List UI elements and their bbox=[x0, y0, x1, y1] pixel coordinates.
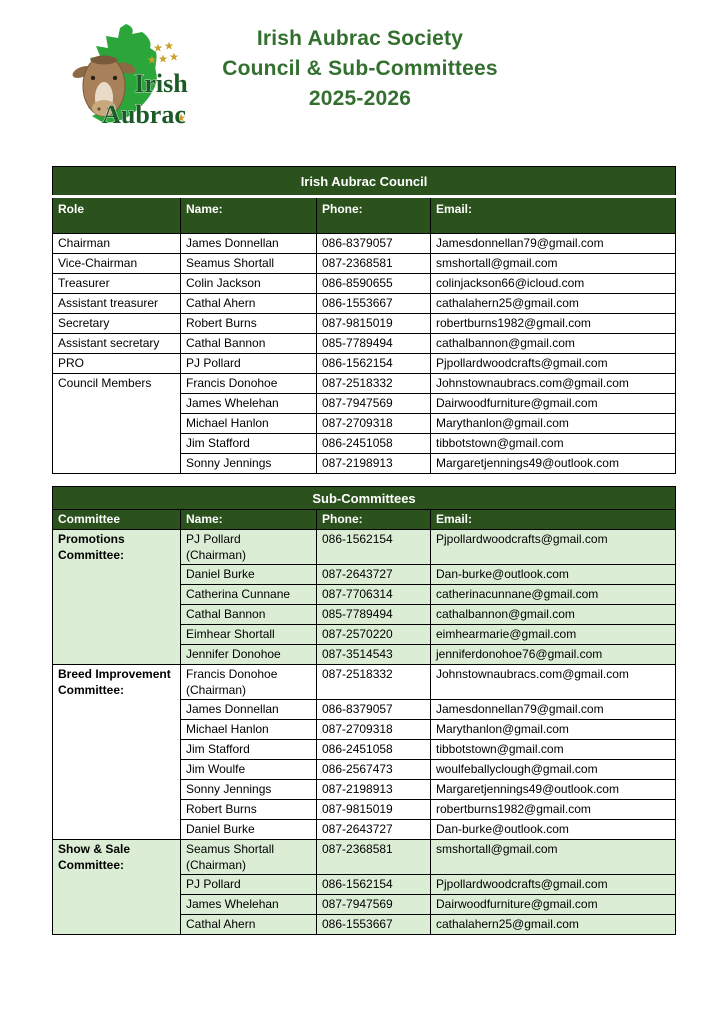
name-cell: Robert Burns bbox=[181, 314, 317, 334]
name-cell bbox=[181, 625, 317, 645]
phone-cell: 087-2570220 bbox=[317, 625, 431, 645]
phone-cell: 087-3514543 bbox=[317, 645, 431, 665]
name-cell: Cathal Ahern bbox=[181, 294, 317, 314]
column-header: Phone: bbox=[317, 197, 431, 234]
member-name: Francis Donohoe bbox=[186, 667, 278, 681]
phone-cell: 087-2368581 bbox=[317, 840, 431, 875]
name-cell bbox=[181, 740, 317, 760]
name-cell: James Donnellan bbox=[181, 234, 317, 254]
name-cell bbox=[181, 665, 317, 700]
email-cell: robertburns1982@gmail.com bbox=[431, 800, 676, 820]
email-cell: Dan-burke@outlook.com bbox=[431, 820, 676, 840]
name-cell bbox=[181, 875, 317, 895]
phone-cell: 087-2368581 bbox=[317, 254, 431, 274]
council-table bbox=[52, 166, 676, 474]
phone-cell: 087-2518332 bbox=[317, 665, 431, 700]
table-row bbox=[53, 665, 676, 700]
chairman-suffix: (Chairman) bbox=[186, 683, 247, 697]
name-cell bbox=[181, 895, 317, 915]
table-row bbox=[53, 254, 676, 274]
member-name: Robert Burns bbox=[186, 802, 257, 816]
name-cell bbox=[181, 760, 317, 780]
name-cell bbox=[181, 605, 317, 625]
email-cell: Margaretjennings49@outlook.com bbox=[431, 454, 676, 474]
name-cell bbox=[181, 565, 317, 585]
committee-cell: Show & Sale Committee: bbox=[53, 840, 181, 935]
subcommittees-table-title: Sub-Committees bbox=[53, 487, 676, 510]
member-name: Jim Woulfe bbox=[186, 762, 246, 776]
email-cell: cathalahern25@gmail.com bbox=[431, 294, 676, 314]
phone-cell: 085-7789494 bbox=[317, 605, 431, 625]
council-table-title: Irish Aubrac Council bbox=[53, 167, 676, 197]
name-cell: Francis Donohoe bbox=[181, 374, 317, 394]
name-cell bbox=[181, 530, 317, 565]
council-table-body bbox=[53, 234, 676, 474]
email-cell: tibbotstown@gmail.com bbox=[431, 740, 676, 760]
committee-cell: Breed Improvement Committee: bbox=[53, 665, 181, 840]
phone-cell: 087-7947569 bbox=[317, 895, 431, 915]
name-cell: Sonny Jennings bbox=[181, 454, 317, 474]
table-row bbox=[53, 334, 676, 354]
column-header: Phone: bbox=[317, 510, 431, 530]
role-cell: Assistant secretary bbox=[53, 334, 181, 354]
council-header-row bbox=[53, 197, 676, 234]
table-row bbox=[53, 167, 676, 197]
subcommittees-table-body bbox=[53, 530, 676, 935]
phone-cell: 087-7706314 bbox=[317, 585, 431, 605]
role-cell: Vice-Chairman bbox=[53, 254, 181, 274]
email-cell: Johnstownaubracs.com@gmail.com bbox=[431, 665, 676, 700]
phone-cell: 086-2567473 bbox=[317, 760, 431, 780]
name-cell bbox=[181, 585, 317, 605]
name-cell: PJ Pollard bbox=[181, 354, 317, 374]
name-cell: Cathal Bannon bbox=[181, 334, 317, 354]
phone-cell: 085-7789494 bbox=[317, 334, 431, 354]
email-cell: catherinacunnane@gmail.com bbox=[431, 585, 676, 605]
member-name: Jennifer Donohoe bbox=[186, 647, 281, 661]
table-row bbox=[53, 840, 676, 875]
column-header: Email: bbox=[431, 197, 676, 234]
email-cell: cathalbannon@gmail.com bbox=[431, 605, 676, 625]
role-cell: Council Members bbox=[53, 374, 181, 474]
phone-cell: 086-1562154 bbox=[317, 530, 431, 565]
email-cell: Pjpollardwoodcrafts@gmail.com bbox=[431, 875, 676, 895]
role-cell: Treasurer bbox=[53, 274, 181, 294]
email-cell: eimhearmarie@gmail.com bbox=[431, 625, 676, 645]
name-cell bbox=[181, 780, 317, 800]
name-cell bbox=[181, 800, 317, 820]
email-cell: Marythanlon@gmail.com bbox=[431, 414, 676, 434]
member-name: Cathal Ahern bbox=[186, 917, 256, 931]
table-row bbox=[53, 530, 676, 565]
table-row bbox=[53, 487, 676, 510]
phone-cell: 087-7947569 bbox=[317, 394, 431, 414]
email-cell: jenniferdonohoe76@gmail.com bbox=[431, 645, 676, 665]
member-name: Cathal Bannon bbox=[186, 607, 266, 621]
subcommittees-table bbox=[52, 486, 676, 935]
email-cell: cathalahern25@gmail.com bbox=[431, 915, 676, 935]
role-cell: Chairman bbox=[53, 234, 181, 254]
phone-cell: 086-8590655 bbox=[317, 274, 431, 294]
member-name: Catherina Cunnane bbox=[186, 587, 291, 601]
email-cell: Dairwoodfurniture@gmail.com bbox=[431, 394, 676, 414]
table-row bbox=[53, 234, 676, 254]
email-cell: Pjpollardwoodcrafts@gmail.com bbox=[431, 530, 676, 565]
column-header: Committee bbox=[53, 510, 181, 530]
column-header: Role bbox=[53, 197, 181, 234]
name-cell: Jim Stafford bbox=[181, 434, 317, 454]
email-cell: Jamesdonnellan79@gmail.com bbox=[431, 700, 676, 720]
phone-cell: 086-1553667 bbox=[317, 294, 431, 314]
email-cell: smshortall@gmail.com bbox=[431, 254, 676, 274]
name-cell bbox=[181, 645, 317, 665]
member-name: Michael Hanlon bbox=[186, 722, 269, 736]
logo-wordmark-line1: Irish bbox=[134, 69, 188, 98]
name-cell bbox=[181, 840, 317, 875]
phone-cell: 086-2451058 bbox=[317, 434, 431, 454]
email-cell: woulfeballyclough@gmail.com bbox=[431, 760, 676, 780]
title-line-1: Irish Aubrac Society bbox=[256, 27, 464, 50]
table-row bbox=[53, 374, 676, 394]
phone-cell: 087-2643727 bbox=[317, 565, 431, 585]
title-line-2: Council & Sub-Committees bbox=[222, 57, 498, 80]
phone-cell: 087-2709318 bbox=[317, 414, 431, 434]
phone-cell: 087-2198913 bbox=[317, 454, 431, 474]
name-cell: Colin Jackson bbox=[181, 274, 317, 294]
logo-wordmark-line2: Aubrac bbox=[102, 100, 186, 129]
name-cell bbox=[181, 720, 317, 740]
name-cell bbox=[181, 915, 317, 935]
phone-cell: 087-2198913 bbox=[317, 780, 431, 800]
name-cell bbox=[181, 700, 317, 720]
member-name: Seamus Shortall bbox=[186, 842, 275, 856]
title-line-3: 2025-2026 bbox=[308, 87, 412, 110]
table-row bbox=[53, 274, 676, 294]
email-cell: Marythanlon@gmail.com bbox=[431, 720, 676, 740]
chairman-suffix: (Chairman) bbox=[186, 858, 247, 872]
table-row bbox=[53, 314, 676, 334]
role-cell: Secretary bbox=[53, 314, 181, 334]
member-name: Daniel Burke bbox=[186, 822, 255, 836]
phone-cell: 087-9815019 bbox=[317, 314, 431, 334]
phone-cell: 087-2709318 bbox=[317, 720, 431, 740]
name-cell: James Whelehan bbox=[181, 394, 317, 414]
email-cell: Johnstownaubracs.com@gmail.com bbox=[431, 374, 676, 394]
role-cell: Assistant treasurer bbox=[53, 294, 181, 314]
member-name: PJ Pollard bbox=[186, 877, 241, 891]
member-name: James Whelehan bbox=[186, 897, 279, 911]
name-cell bbox=[181, 820, 317, 840]
phone-cell: 087-2518332 bbox=[317, 374, 431, 394]
email-cell: tibbotstown@gmail.com bbox=[431, 434, 676, 454]
phone-cell: 086-8379057 bbox=[317, 234, 431, 254]
column-header: Email: bbox=[431, 510, 676, 530]
role-cell: PRO bbox=[53, 354, 181, 374]
subcommittees-header-row bbox=[53, 510, 676, 530]
phone-cell: 087-9815019 bbox=[317, 800, 431, 820]
member-name: James Donnellan bbox=[186, 702, 279, 716]
email-cell: cathalbannon@gmail.com bbox=[431, 334, 676, 354]
table-row bbox=[53, 294, 676, 314]
email-cell: Dan-burke@outlook.com bbox=[431, 565, 676, 585]
email-cell: Pjpollardwoodcrafts@gmail.com bbox=[431, 354, 676, 374]
phone-cell: 086-8379057 bbox=[317, 700, 431, 720]
phone-cell: 086-2451058 bbox=[317, 740, 431, 760]
table-row bbox=[53, 354, 676, 374]
column-header: Name: bbox=[181, 510, 317, 530]
name-cell: Seamus Shortall bbox=[181, 254, 317, 274]
member-name: Jim Stafford bbox=[186, 742, 250, 756]
member-name: Daniel Burke bbox=[186, 567, 255, 581]
phone-cell: 086-1562154 bbox=[317, 354, 431, 374]
chairman-suffix: (Chairman) bbox=[186, 548, 247, 562]
phone-cell: 086-1553667 bbox=[317, 915, 431, 935]
committee-cell: Promotions Committee: bbox=[53, 530, 181, 665]
member-name: Sonny Jennings bbox=[186, 782, 272, 796]
irish-aubrac-logo bbox=[68, 22, 190, 136]
member-name: PJ Pollard bbox=[186, 532, 241, 546]
phone-cell: 087-2643727 bbox=[317, 820, 431, 840]
member-name: Eimhear Shortall bbox=[186, 627, 275, 641]
email-cell: robertburns1982@gmail.com bbox=[431, 314, 676, 334]
document-header bbox=[0, 0, 720, 140]
email-cell: smshortall@gmail.com bbox=[431, 840, 676, 875]
email-cell: colinjackson66@icloud.com bbox=[431, 274, 676, 294]
name-cell: Michael Hanlon bbox=[181, 414, 317, 434]
phone-cell: 086-1562154 bbox=[317, 875, 431, 895]
email-cell: Margaretjennings49@outlook.com bbox=[431, 780, 676, 800]
email-cell: Jamesdonnellan79@gmail.com bbox=[431, 234, 676, 254]
column-header: Name: bbox=[181, 197, 317, 234]
email-cell: Dairwoodfurniture@gmail.com bbox=[431, 895, 676, 915]
